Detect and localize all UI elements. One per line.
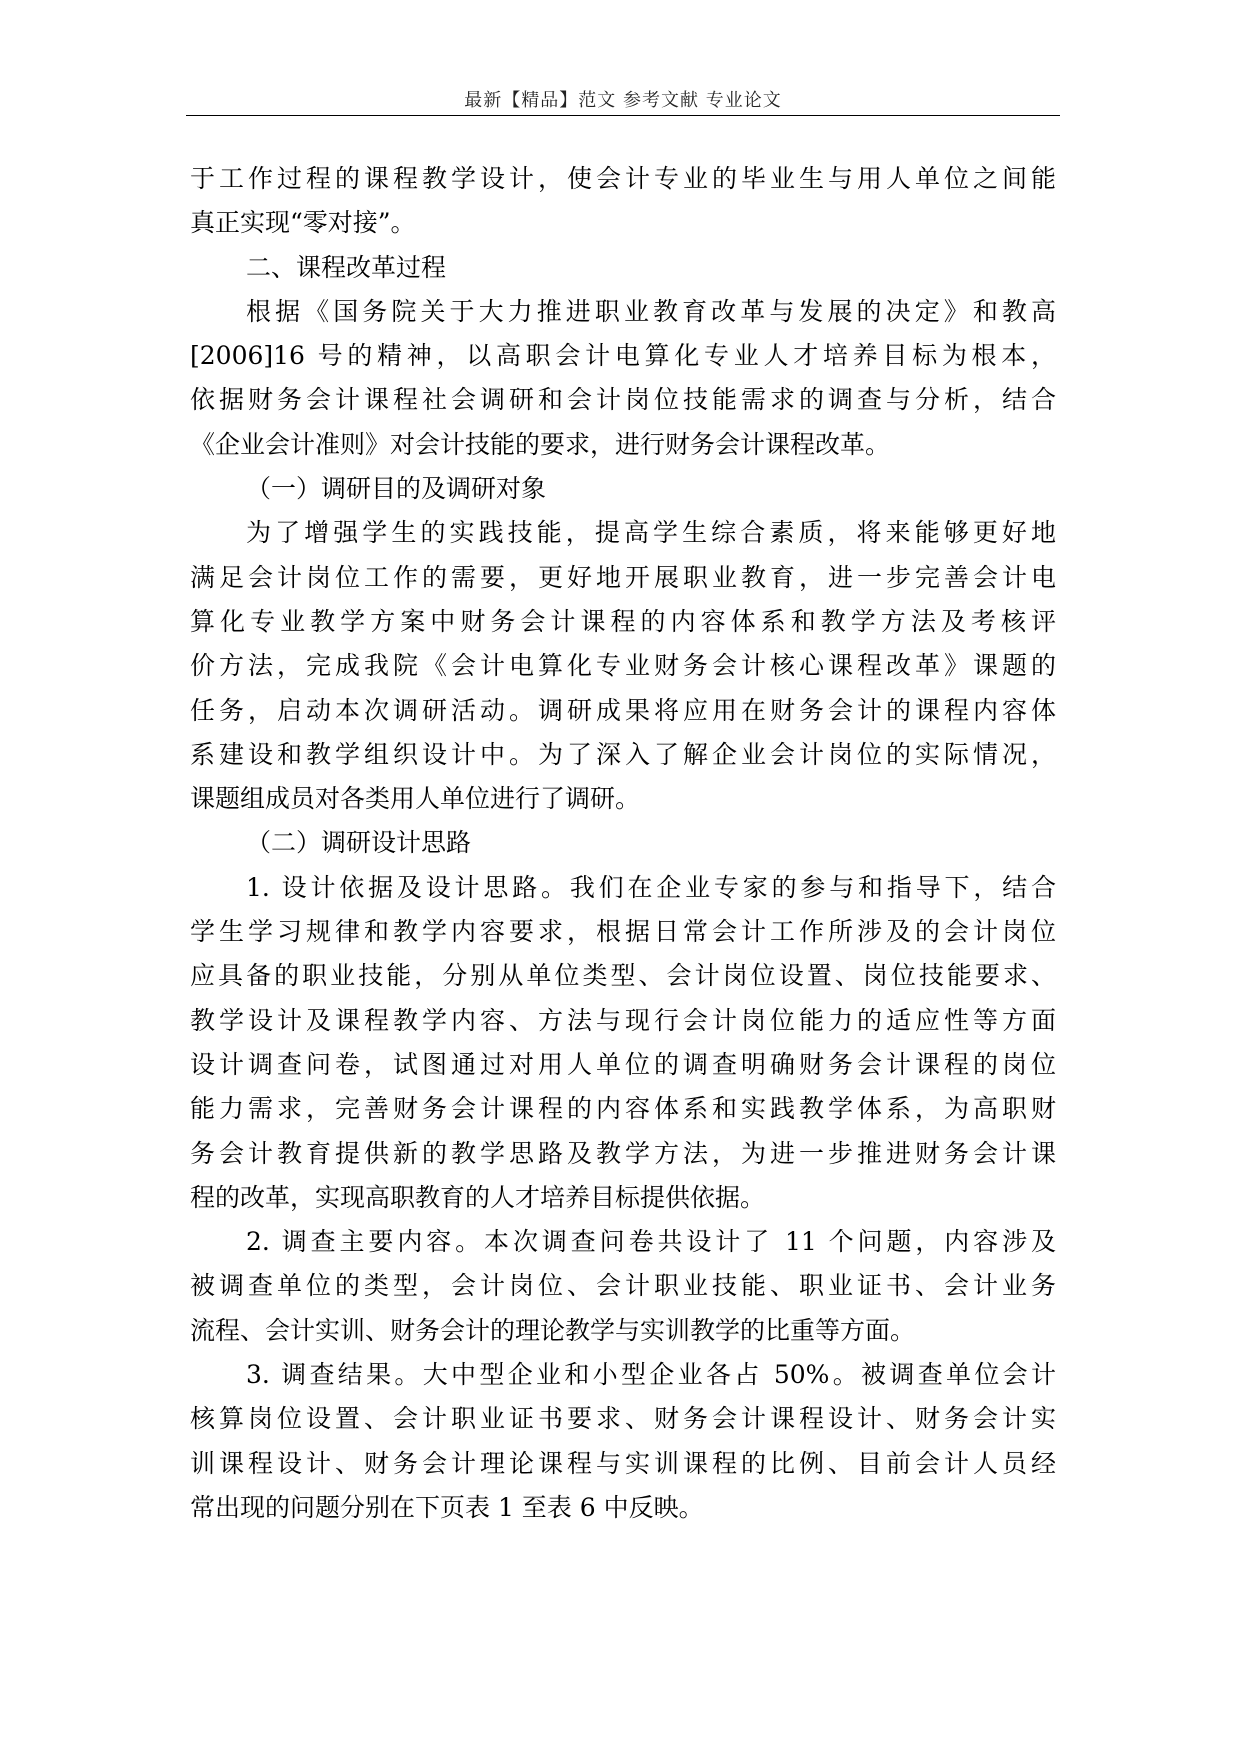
paragraph-line: 满足会计岗位工作的需要，更好地开展职业教育，进一步完善会计电	[190, 562, 1056, 592]
paragraph-line: 3. 调查结果。大中型企业和小型企业各占 50%。被调查单位会计	[246, 1360, 1056, 1390]
paragraph-line: 能力需求，完善财务会计课程的内容体系和实践教学体系，为高职财	[190, 1094, 1056, 1124]
document-body	[190, 157, 1056, 1530]
paragraph-line: 于工作过程的课程教学设计，使会计专业的毕业生与用人单位之间能	[190, 164, 1056, 193]
paragraph-line: 课题组成员对各类用人单位进行了调研。	[190, 784, 641, 814]
paragraph-line: 程的改革，实现高职教育的人才培养目标提供依据。	[190, 1182, 766, 1212]
header-divider	[186, 115, 1060, 116]
paragraph-line: 任务，启动本次调研活动。调研成果将应用在财务会计的课程内容体	[190, 695, 1056, 725]
paragraph-line: 被调查单位的类型，会计岗位、会计职业技能、职业证书、会计业务	[190, 1271, 1056, 1301]
paragraph-line: 《企业会计准则》对会计技能的要求，进行财务会计课程改革。	[190, 429, 891, 459]
paragraph-line: 依据财务会计课程社会调研和会计岗位技能需求的调查与分析，结合	[190, 385, 1056, 415]
paragraph-line: 设计调查问卷，试图通过对用人单位的调查明确财务会计课程的岗位	[190, 1049, 1056, 1079]
paragraph-line: 为了增强学生的实践技能，提高学生综合素质，将来能够更好地	[246, 518, 1056, 548]
paragraph-line: 应具备的职业技能，分别从单位类型、会计岗位设置、岗位技能要求、	[190, 961, 1056, 991]
paragraph-line: 2. 调查主要内容。本次调查问卷共设计了 11 个问题，内容涉及	[246, 1227, 1056, 1257]
paragraph-line: 务会计教育提供新的教学思路及教学方法，为进一步推进财务会计课	[190, 1138, 1056, 1168]
section-heading: 二、课程改革过程	[246, 252, 447, 282]
paragraph-line: 1. 设计依据及设计思路。我们在企业专家的参与和指导下，结合	[246, 872, 1056, 902]
paragraph-line: 根据《国务院关于大力推进职业教育改革与发展的决定》和教高	[246, 296, 1056, 326]
paragraph-line: [2006]16 号的精神，以高职会计电算化专业人才培养目标为根本，	[190, 341, 1056, 371]
subsection-heading: （二）调研设计思路	[246, 828, 472, 858]
page-header: 最新【精品】范文 参考文献 专业论文	[464, 90, 782, 111]
paragraph-line: 教学设计及课程教学内容、方法与现行会计岗位能力的适应性等方面	[190, 1005, 1056, 1035]
paragraph-line: 常出现的问题分别在下页表 1 至表 6 中反映。	[190, 1492, 704, 1522]
paragraph-line: 学生学习规律和教学内容要求，根据日常会计工作所涉及的会计岗位	[190, 917, 1056, 947]
paragraph-line: 核算岗位设置、会计职业证书要求、财务会计课程设计、财务会计实	[190, 1404, 1056, 1434]
subsection-heading: （一）调研目的及调研对象	[246, 474, 547, 504]
paragraph-line: 算化专业教学方案中财务会计课程的内容体系和教学方法及考核评	[190, 606, 1056, 636]
paragraph-line: 流程、会计实训、财务会计的理论教学与实训教学的比重等方面。	[190, 1315, 916, 1345]
paragraph-line: 真正实现“零对接”。	[190, 208, 416, 238]
paragraph-line: 训课程设计、财务会计理论课程与实训课程的比例、目前会计人员经	[190, 1448, 1056, 1478]
paragraph-line: 价方法，完成我院《会计电算化专业财务会计核心课程改革》课题的	[190, 651, 1056, 681]
paragraph-line: 系建设和教学组织设计中。为了深入了解企业会计岗位的实际情况，	[190, 739, 1056, 769]
